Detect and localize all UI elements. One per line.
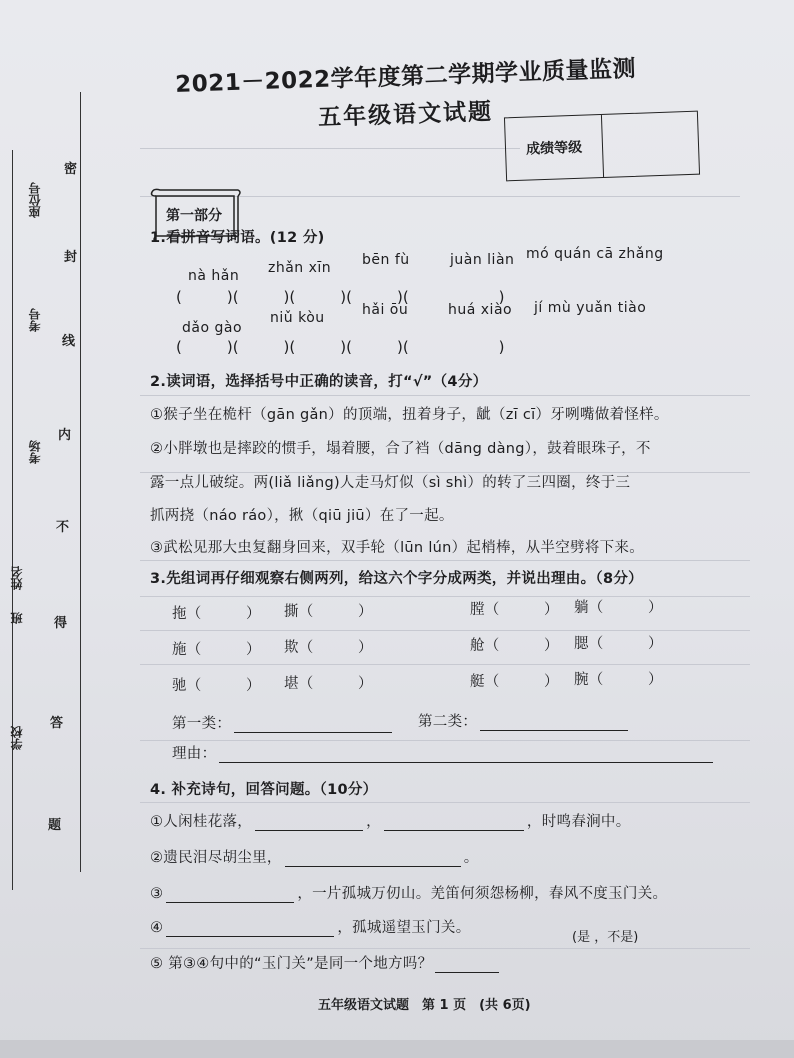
answer-hint: (是 ，不是) [572, 930, 639, 945]
binding-line [80, 92, 81, 872]
poem-text: ③ [150, 886, 164, 902]
q3-char-cell[interactable]: 舱（ ） [470, 638, 559, 654]
q3-char-cell[interactable]: 拖（ ） [172, 606, 261, 622]
score-label: 成绩等级 [505, 115, 604, 180]
seal-char: 题 [48, 818, 62, 833]
ruled-line [140, 560, 750, 561]
q4-line5 [150, 952, 502, 973]
poem-text: ，孤城遥望玉门关。 [337, 920, 471, 936]
class2-row [418, 710, 631, 731]
reason-label: 理由： [172, 746, 217, 762]
poem-text: ④ [150, 920, 164, 936]
answer-blank[interactable] [435, 971, 499, 973]
page-edge [0, 1040, 794, 1058]
q3-title: 3.先组词再仔细观察右侧两列，给这六个字分成两类，并说出理由。（8分） [150, 571, 643, 587]
ruled-line [140, 802, 750, 803]
q3-char-cell[interactable]: 欺（ ） [284, 640, 373, 656]
q4-line3 [150, 882, 667, 903]
poem-blank[interactable] [255, 829, 363, 831]
q3-char-cell[interactable]: 驰（ ） [172, 678, 261, 694]
ruled-line [140, 948, 750, 949]
poem-text: ⑤ 第③④句中的“玉门关”是同一个地方吗？ [150, 956, 433, 972]
q3-char-cell[interactable]: 艇（ ） [470, 674, 559, 690]
pinyin: juàn liàn [450, 252, 515, 268]
poem-blank[interactable] [166, 935, 334, 937]
poem-blank[interactable] [285, 865, 461, 867]
class1-row [172, 712, 395, 733]
exam-number-label: 考号 [28, 308, 42, 332]
pinyin: nà hǎn [188, 268, 240, 284]
exam-room-label: 考场 [28, 440, 42, 464]
q3-char-cell[interactable]: 堪（ ） [284, 676, 373, 692]
class1-label: 第一类： [172, 716, 232, 732]
poem-text: 。 [463, 850, 479, 866]
q4-title: 4. 补充诗句，回答问题。（10分） [150, 782, 378, 798]
poem-text: ②遗民泪尽胡尘里， [150, 850, 282, 866]
seal-char: 封 [64, 250, 78, 265]
q2-line: ②小胖墩也是摔跤的惯手，塌着腰，合了裆（dāng dàng），鼓着眼珠子，不 [150, 441, 651, 457]
class-label: 班 [10, 612, 24, 624]
exam-subtitle: 五年级语文试题 [317, 98, 494, 132]
q2-title: 2.读词语，选择括号中正确的读音，打“√”（4分） [150, 374, 488, 390]
ruled-line [140, 395, 750, 396]
pinyin: niǔ kòu [270, 310, 325, 326]
section-label: 第一部分 [166, 208, 222, 224]
q4-line2 [150, 846, 479, 867]
reason-blank[interactable] [219, 761, 713, 763]
poem-text: ，一片孤城万仞山。羌笛何须怨杨柳，春风不度玉门关。 [297, 886, 668, 902]
seal-char: 不 [56, 520, 70, 535]
score-box [504, 111, 700, 182]
poem-text: ， [366, 814, 381, 830]
q3-char-cell[interactable]: 施（ ） [172, 642, 261, 658]
q2-line: ③武松见那大虫复翻身回来，双手轮（lūn lún）起梢棒，从半空劈将下来。 [150, 540, 645, 556]
q2-line: 抓两挠（náo ráo），揪（qiū jiū）在了一起。 [150, 508, 454, 524]
pinyin: zhǎn xīn [268, 260, 332, 276]
name-label: 姓名 [10, 566, 24, 590]
q3-char-cell[interactable]: 膛（ ） [470, 602, 559, 618]
pinyin: hǎi ōu [362, 302, 409, 318]
class1-blank[interactable] [234, 731, 392, 733]
seal-char: 线 [62, 334, 76, 349]
answer-parens[interactable]: ( )( )( )( )( ) [176, 288, 505, 306]
page-footer: 五年级语文试题 第 1 页 (共 6页) [318, 998, 531, 1013]
seat-number-label: 座位号 [28, 182, 42, 218]
seal-char: 密 [64, 162, 78, 177]
pinyin: dǎo gào [182, 320, 243, 336]
info-line [12, 150, 13, 890]
score-value-cell[interactable] [602, 112, 699, 177]
pinyin: mó quán cā zhǎng [526, 246, 664, 262]
q3-char-cell[interactable]: 撕（ ） [284, 604, 373, 620]
q2-line: 露一点儿破绽。两(liǎ liǎng)人走马灯似（sì shì）的转了三四圈，终于三 [150, 475, 631, 491]
q3-char-cell[interactable]: 腮（ ） [574, 636, 663, 652]
pinyin: huá xiào [448, 302, 513, 318]
q1-title: 1.看拼音写词语。(12 分) [150, 230, 325, 246]
poem-blank[interactable] [384, 829, 524, 831]
poem-text: ①人闲桂花落， [150, 814, 253, 830]
seal-char: 答 [50, 716, 64, 731]
ruled-line [140, 630, 750, 631]
exam-title: 2021－2022学年度第二学期学业质量监测 [174, 55, 637, 99]
seal-char: 内 [58, 428, 72, 443]
q3-char-cell[interactable]: 躺（ ） [574, 600, 663, 616]
ruled-line [140, 664, 750, 665]
poem-blank[interactable] [166, 901, 294, 903]
school-label: 学校 [10, 726, 24, 750]
seal-char: 得 [54, 616, 68, 631]
poem-text: ，时鸣春涧中。 [526, 814, 631, 830]
q4-line4 [150, 916, 471, 937]
class2-blank[interactable] [480, 729, 628, 731]
q3-char-cell[interactable]: 腕（ ） [574, 672, 663, 688]
q4-line1 [150, 810, 631, 831]
ruled-line [140, 148, 520, 149]
reason-row [172, 742, 716, 763]
class2-label: 第二类： [418, 714, 478, 730]
q2-line: ①猴子坐在桅杆（gān gǎn）的顶端，扭着身子，龇（zī cī）牙咧嘴做着怪样。 [150, 407, 669, 423]
answer-parens[interactable]: ( )( )( )( )( ) [176, 338, 505, 356]
pinyin: jí mù yuǎn tiào [534, 300, 647, 316]
ruled-line [140, 740, 750, 741]
pinyin: bēn fù [362, 252, 410, 268]
